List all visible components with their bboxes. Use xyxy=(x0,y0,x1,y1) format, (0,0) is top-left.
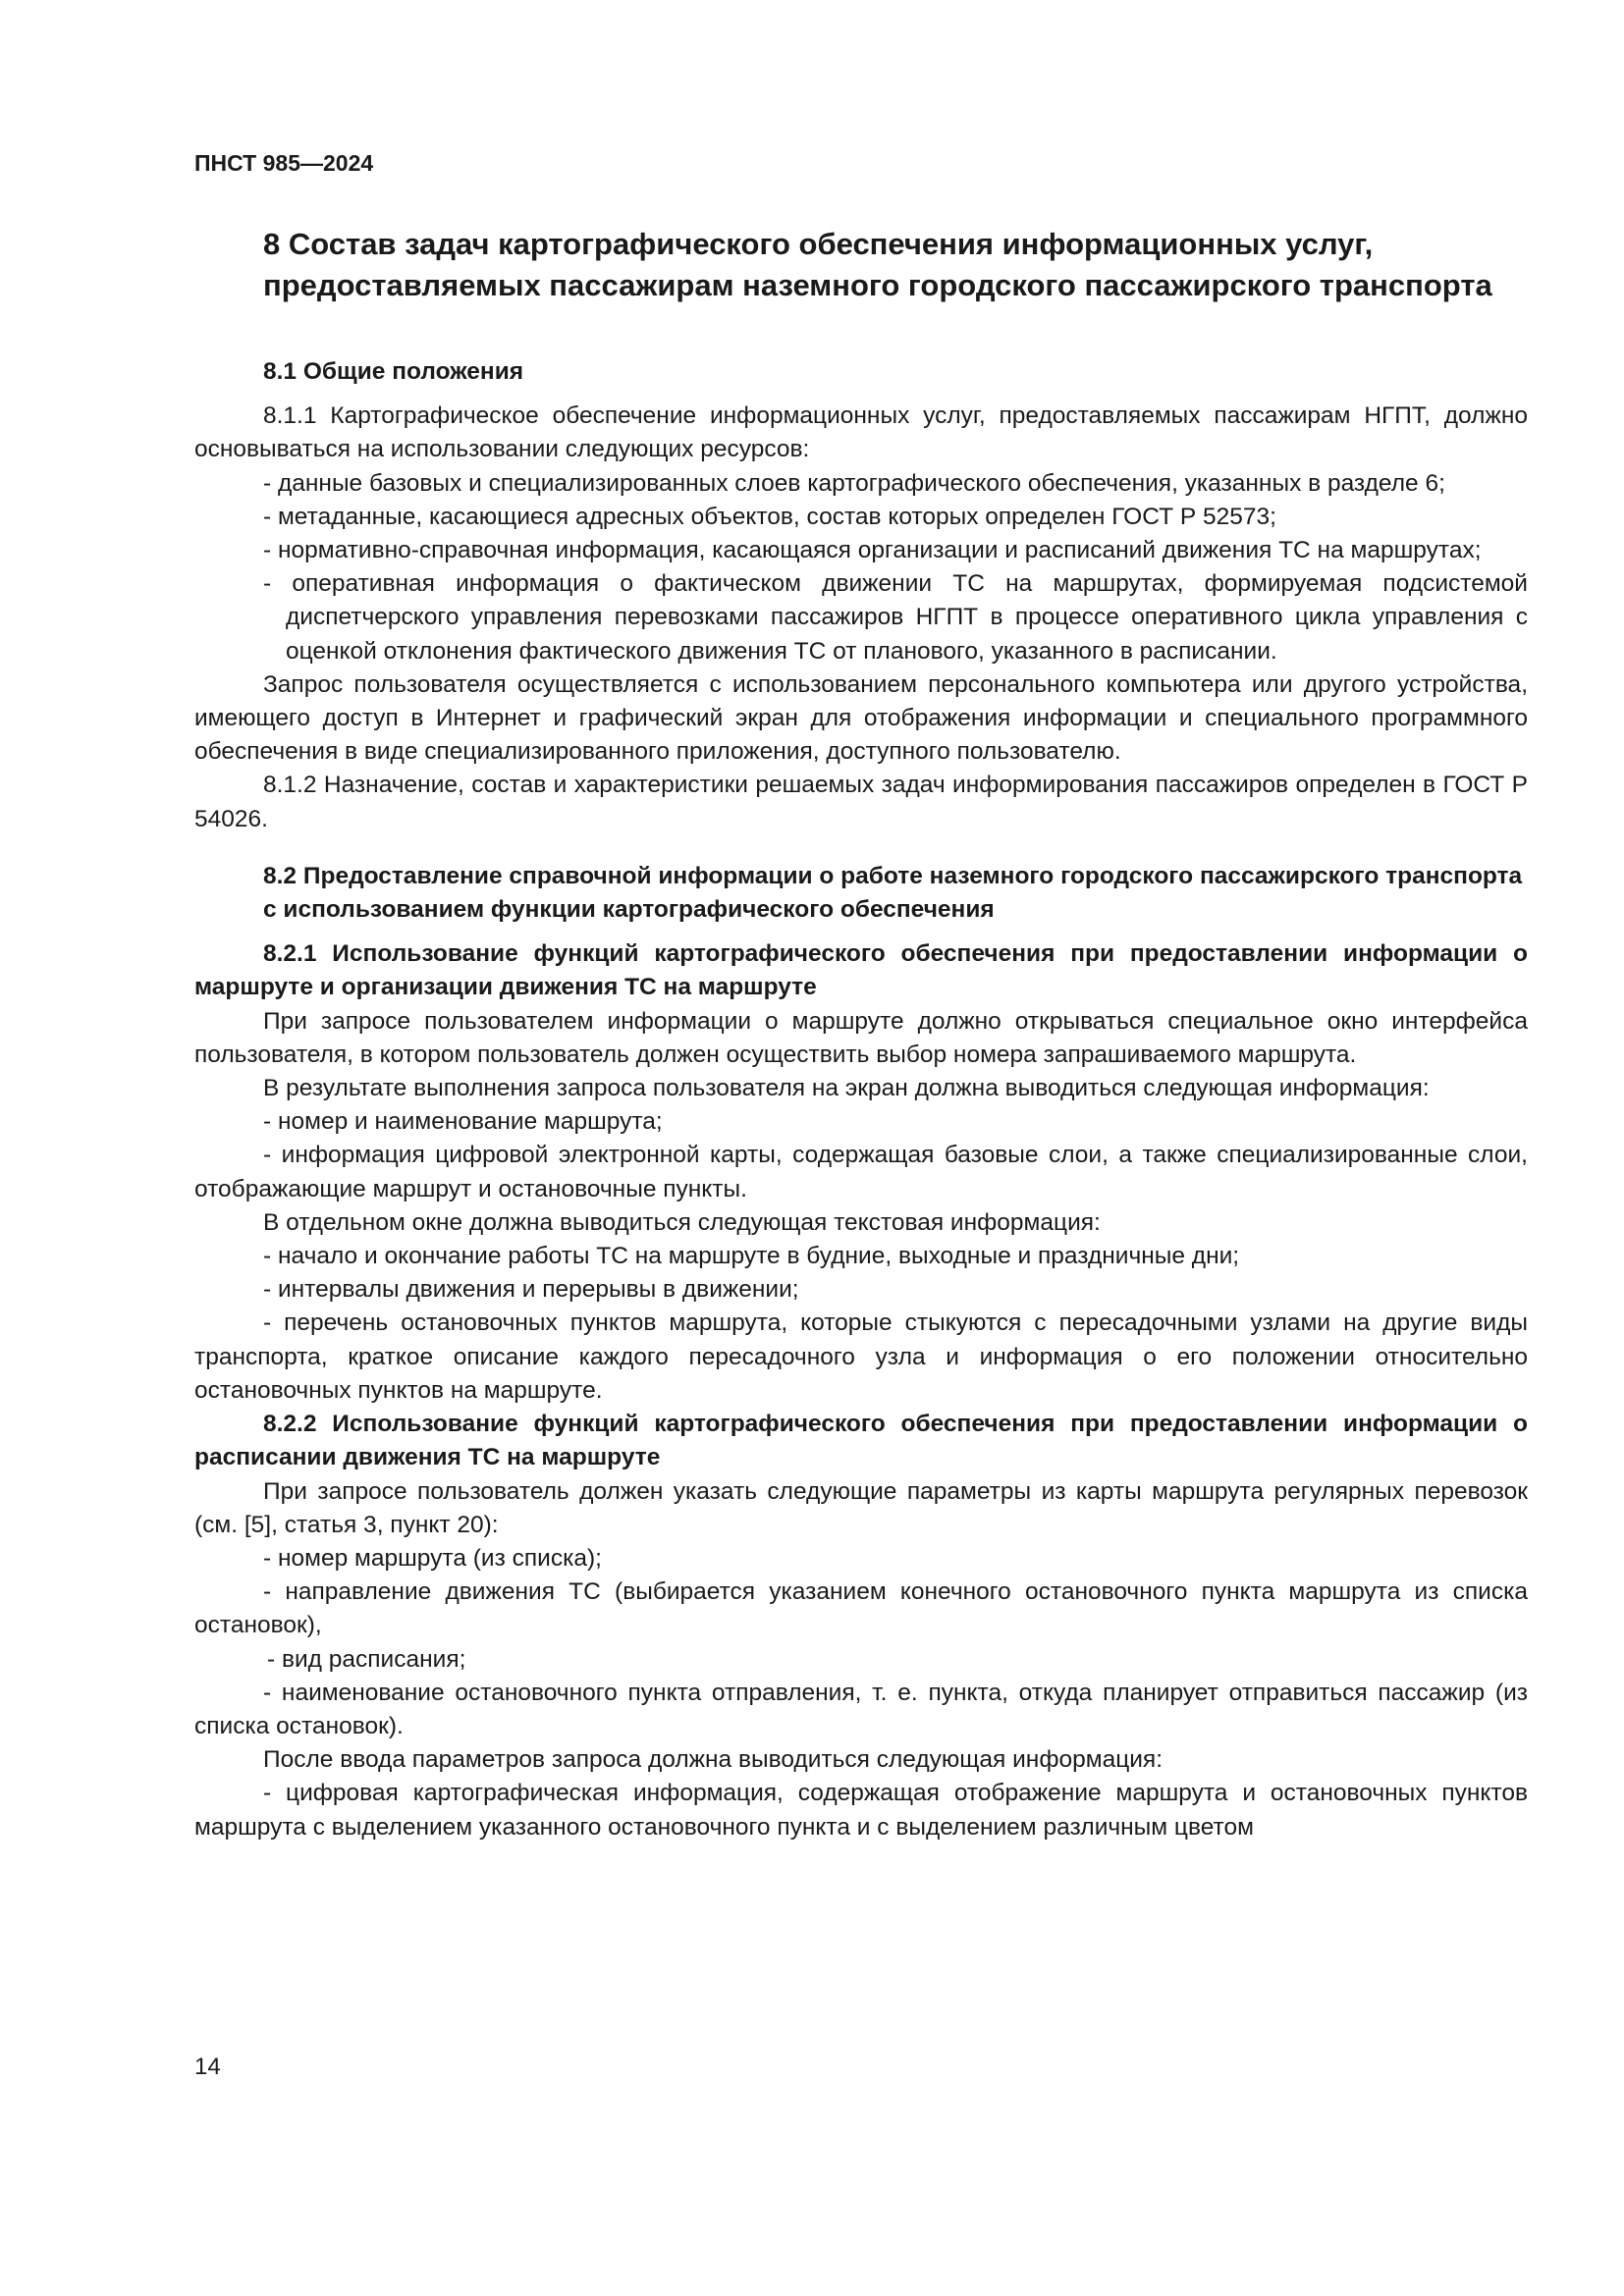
paragraph-after-input: После ввода параметров запроса должна выводиться следующая информация: xyxy=(263,1746,1164,1774)
subsection-title-8-2-1: 8.2.1 Использование функций картографического обеспечения при предоставлении информации о маршруте и организации движения ТС на маршруте xyxy=(194,940,1528,1001)
resource-list xyxy=(194,467,1528,668)
list-item: - наименование остановочного пункта отправления, т. е. пункта, откуда планирует отправиться пассажир (из списка остановок). xyxy=(194,1679,1528,1739)
paragraph-query-result: В результате выполнения запроса пользователя на экран должна выводиться следующая информация: xyxy=(263,1075,1430,1102)
list-item: - перечень остановочных пунктов маршрута, которые стыкуются с пересадочными узлами на другие виды транспорта, краткое описание каждого пересадочного узла и информация о его положении относительно остановочных пунктов на маршруте. xyxy=(194,1309,1528,1404)
page-content xyxy=(194,224,1528,1844)
subsection-title-8-2-2: 8.2.2 Использование функций картографического обеспечения при предоставлении информации о расписании движения ТС на маршруте xyxy=(194,1411,1528,1471)
paragraph-route-request: При запросе пользователем информации о маршруте должно открываться специальное окно интерфейса пользователя, в котором пользователь должен осуществить выбор номера запрашиваемого маршрута. xyxy=(194,1007,1528,1068)
paragraph-text-window: В отдельном окне должна выводиться следующая текстовая информация: xyxy=(263,1208,1101,1236)
list-item: - метаданные, касающиеся адресных объектов, состав которых определен ГОСТ Р 52573; xyxy=(263,503,1276,530)
list-item: - цифровая картографическая информация, содержащая отображение маршрута и остановочных пунктов маршрута с выделением указанного остановочного пункта и с выделением различным цветом xyxy=(194,1780,1528,1841)
paragraph-8-1-1: 8.1.1 Картографическое обеспечение информационных услуг, предоставляемых пассажирам НГПТ, должно основываться на использовании следующих ресурсов: xyxy=(194,402,1528,463)
paragraph-user-request: Запрос пользователя осуществляется с использованием персонального компьютера или другого устройства, имеющего доступ в Интернет и графический экран для отображения информации и специального программного обеспечения в виде специализированного приложения, доступного пользователю. xyxy=(194,670,1528,766)
list-item: - оперативная информация о фактическом движении ТС на маршрутах, формируемая подсистемой диспетчерского управления перевозками пассажиров НГПТ в процессе оперативного цикла управления с оценкой отклонения фактического движения ТС от планового, указанного в расписании. xyxy=(263,570,1528,665)
chapter-title: 8 Состав задач картографического обеспечения информационных услуг, предоставляемых пассажирам наземного городского пассажирского транспорта xyxy=(263,227,1492,302)
list-item: - номер и наименование маршрута; xyxy=(263,1108,663,1136)
section-title-8-1: 8.1 Общие положения xyxy=(263,358,524,385)
list-item: - информация цифровой электронной карты, содержащая базовые слои, а также специализированные слои, отображающие маршрут и остановочные пункты. xyxy=(194,1142,1528,1202)
list-item: - нормативно-справочная информация, касающаяся организации и расписаний движения ТС на маршрутах; xyxy=(263,537,1482,564)
list-item: - вид расписания; xyxy=(267,1645,466,1673)
paragraph-schedule-request: При запросе пользователь должен указать следующие параметры из карты маршрута регулярных перевозок (см. [5], статья 3, пункт 20): xyxy=(194,1477,1528,1538)
section-title-8-2: 8.2 Предоставление справочной информации о работе наземного городского пассажирского транспорта с использованием функции картографического обеспечения xyxy=(263,862,1523,924)
document-code: ПНСТ 985—2024 xyxy=(194,150,374,176)
page-number: 14 xyxy=(194,2054,221,2080)
list-item: - интервалы движения и перерывы в движении; xyxy=(263,1276,799,1304)
paragraph-8-1-2: 8.1.2 Назначение, состав и характеристики решаемых задач информирования пассажиров определен в ГОСТ Р 54026. xyxy=(194,772,1528,832)
list-item: - данные базовых и специализированных слоев картографического обеспечения, указанных в разделе 6; xyxy=(263,469,1445,497)
list-item: - начало и окончание работы ТС на маршруте в будние, выходные и праздничные дни; xyxy=(263,1243,1240,1270)
list-item: - направление движения ТС (выбирается указанием конечного остановочного пункта маршрута из списка остановок), xyxy=(194,1578,1528,1639)
list-item: - номер маршрута (из списка); xyxy=(263,1544,602,1572)
